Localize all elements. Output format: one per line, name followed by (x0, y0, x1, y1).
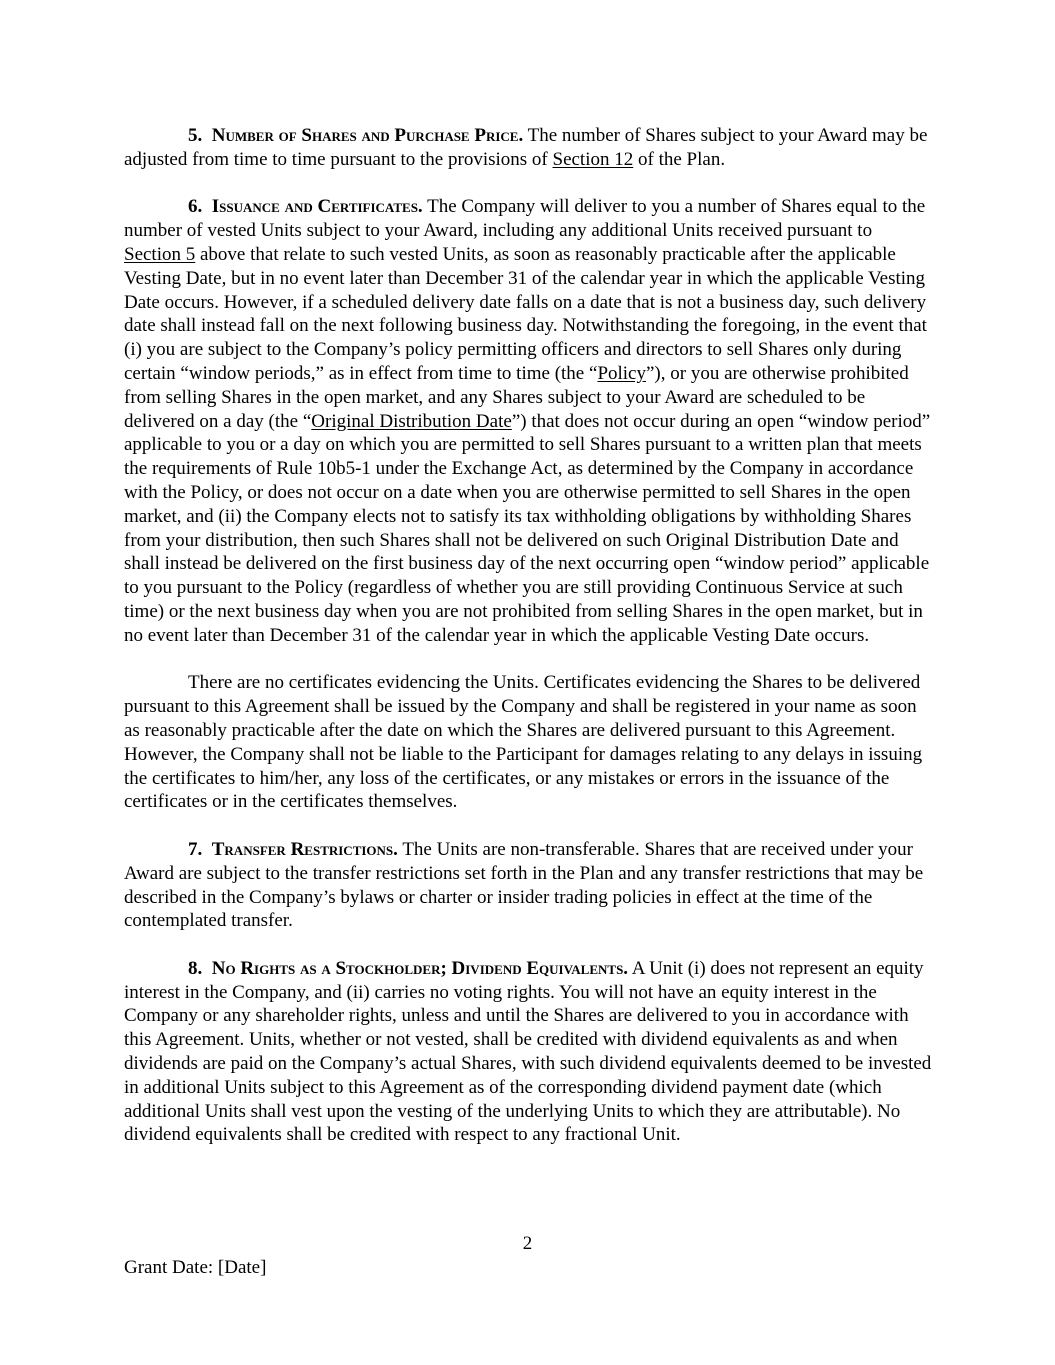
document-body (124, 124, 932, 1147)
section-number: 7. (188, 838, 203, 860)
section-title: Transfer Restrictions. (211, 838, 398, 860)
section-7 (124, 838, 932, 933)
section-6-paragraph-2: There are no certificates evidencing the Units. Certificates evidencing the Shares to be delivered pursuant to this Agreement shall be issued by the Company and shall be registered in your name as soon as reasonably practicable after the date on which the Shares are delivered pursuant to this Agreement. However, the Company shall not be liable to the Participant for damages relating to any delays in issuing the certificates to him/her, any loss of the certificates, or any mistakes or errors in the issuance of the certificates or in the certificates themselves. (124, 672, 923, 813)
section-text: of the Plan. (633, 148, 726, 170)
footer-grant-date: Grant Date: [Date] (124, 1257, 267, 1278)
section-6 (124, 195, 932, 647)
section-text: ”) that does not occur during an open “window period” applicable to you or a day on which you are permitted to sell Shares pursuant to a written plan that meets the requirements of Rule 10b5-1 under the Exchange Act, as determined by the Company in accordance with the Policy, or does not occur on a date when you are otherwise permitted to sell Shares in the open market, and (ii) the Company elects not to satisfy its tax withholding obligations by withholding Shares from your distribution, then such Shares shall not be delivered on such Original Distribution Date and shall instead be delivered on the first business day of the next occurring open “window period” applicable to you pursuant to the Policy (regardless of whether you are still providing Continuous Service at such time) or the next business day when you are not prohibited from selling Shares in the open market, but in no event later than December 31 of the calendar year in which the applicable Vesting Date occurs. (124, 410, 931, 646)
section-title: Number of Shares and Purchase Price. (211, 125, 524, 146)
section-8 (124, 957, 932, 1147)
section-number: 8. (188, 957, 203, 979)
section-text: The number of Shares subject to your Award may be adjusted from time to time pursuant to the provisions of (124, 125, 928, 170)
section-reference: Section 12 (552, 148, 634, 170)
section-text: The Company will deliver to you a number of Shares equal to the number of vested Units subject to your Award, including any additional Units received pursuant to (124, 196, 926, 242)
section-number: 6. (188, 196, 203, 218)
section-title: No Rights as a Stockholder; Dividend Equivalents. (211, 957, 629, 979)
section-title: Issuance and Certificates. (211, 196, 423, 218)
section-text: ”), or you are otherwise prohibited from selling Shares in the open market, and any Shares subject to your Award are scheduled to be delivered on a day (the “ (124, 362, 909, 432)
section-reference: Section 5 (124, 243, 196, 265)
page-number: 2 (522, 1233, 533, 1254)
defined-term: Policy (597, 362, 646, 384)
section-number: 5. (188, 125, 203, 146)
section-5 (124, 124, 932, 172)
section-text: above that relate to such vested Units, as soon as reasonably practicable after the applicable Vesting Date, but in no event later than December 31 of the calendar year in which the applicable Vesting Date occurs. However, if a scheduled delivery date falls on a date that is not a business day, such delivery date shall instead fall on the next following business day. Notwithstanding the foregoing, in the event that (i) you are subject to the Company’s policy permitting officers and directors to sell Shares only during certain “window periods,” as in effect from time to time (the “ (124, 243, 927, 384)
section-text: The Units are non-transferable. Shares that are received under your Award are subject to the transfer restrictions set forth in the Plan and any transfer restrictions that may be described in the Company’s bylaws or charter or insider trading policies in effect at the time of the contemplated transfer. (124, 838, 924, 932)
defined-term: Original Distribution Date (311, 410, 512, 432)
section-text: A Unit (i) does not represent an equity interest in the Company, and (ii) carries no voting rights. You will not have an equity interest in the Company or any shareholder rights, unless and until the Shares are delivered to you in accordance with this Agreement. Units, whether or not vested, shall be credited with dividend equivalents as and when dividends are paid on the Company’s actual Shares, with such dividend equivalents deemed to be invested in additional Units subject to this Agreement as of the corresponding dividend payment date (which additional Units shall vest upon the vesting of the underlying Units to which they are attributable). No dividend equivalents shall be credited with respect to any fractional Unit. (124, 957, 932, 1146)
